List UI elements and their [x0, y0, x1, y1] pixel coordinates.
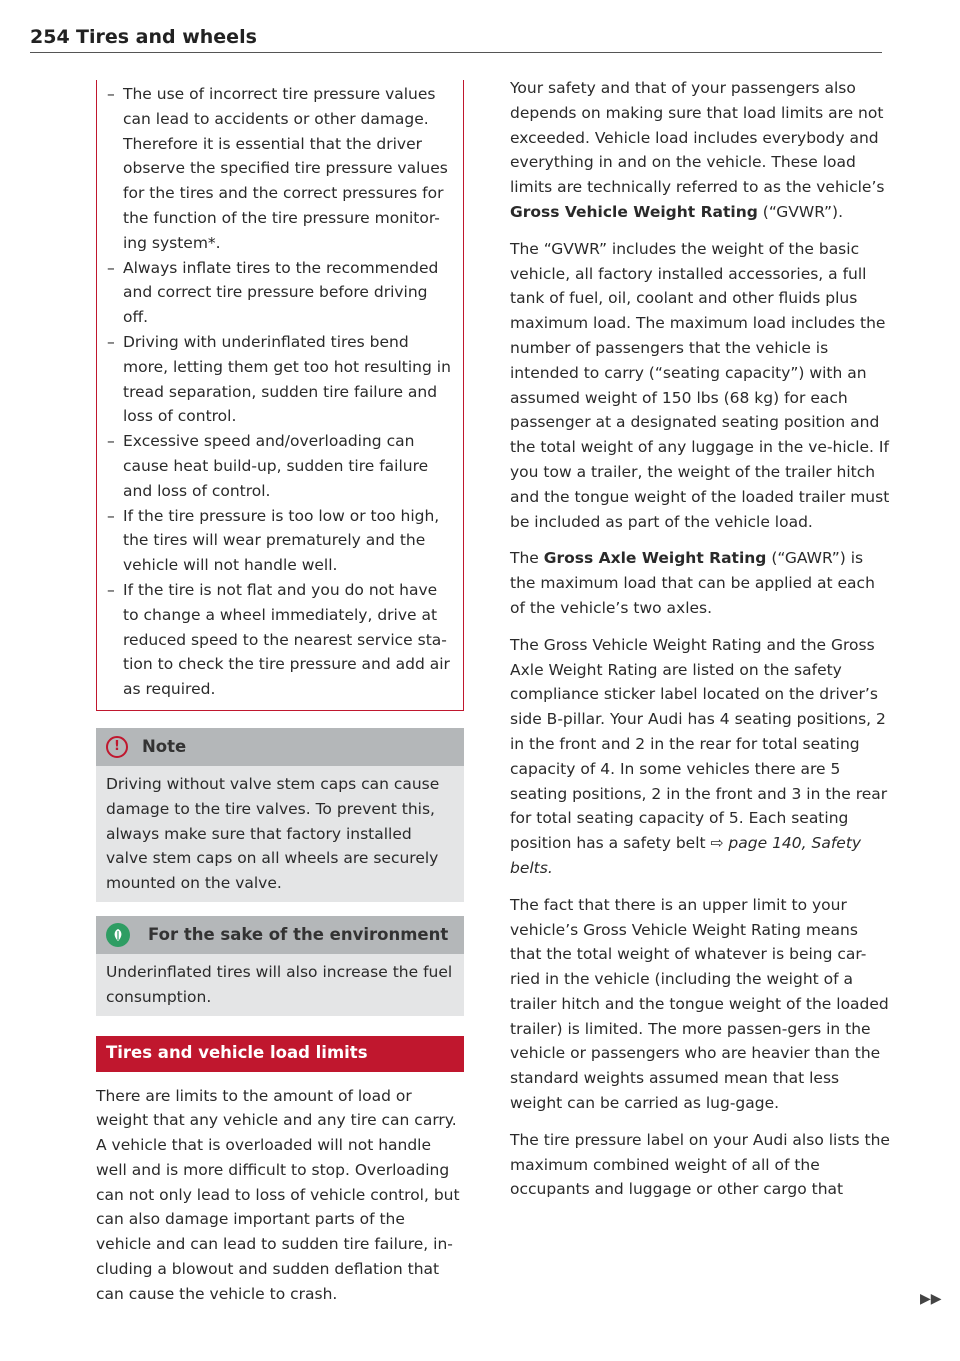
paragraph-gvwr: Your safety and that of your passengers also depends on making sure that load limits are not exceeded. Vehicle load includes everybody and everything in and on the vehicle. These load limits are technically referred to as the vehicle’s Gross Vehicle Weight Rating (“GVWR”). [510, 79, 885, 221]
dash: – [107, 258, 115, 277]
environment-heading [96, 916, 464, 954]
continue-arrow-icon: ▶▶ [920, 1291, 942, 1307]
warning-item: – If the tire pressure is too low or too high, the tires will wear prematurely and the vehicle will not handle well. [107, 504, 453, 578]
page-header [30, 22, 882, 54]
section-title: Tires and wheels [76, 26, 257, 48]
section-heading: Tires and vehicle load limits [96, 1036, 464, 1072]
paragraph-upper-limit: The fact that there is an upper limit to your vehicle’s Gross Vehicle Weight Rating means that the total weight of whatever is being car-ried in the vehicle (including the weight of a trailer hitch and the tongue weight of the loaded trailer) is limited. The more passen-gers in the vehicle or passengers who are heavier than the standard weights assumed mean that less weight can be carried as lug-gage. [510, 895, 889, 1113]
warning-item: – Always inflate tires to the recommended and correct tire pressure before driving off. [107, 256, 453, 330]
dash: – [107, 506, 115, 525]
page-number: 254 [30, 26, 70, 48]
warning-box [96, 80, 464, 711]
warning-item: – If the tire is not flat and you do not have to change a wheel immediately, drive at reduced speed to the nearest service sta-tion to check the tire pressure and add air as required. [107, 578, 453, 702]
page-reference-link[interactable]: ⇨ page 140, Safety belts. [510, 834, 862, 877]
dash: – [107, 580, 115, 599]
paragraph-seating: The Gross Vehicle Weight Rating and the Gross Axle Weight Rating are listed on the safety compliance sticker label located on the driver’s side B-pillar. Your Audi has 4 seating positions, 2 in the front and 2 in the rear for total seating capacity of 4. In some vehicles there are 5 seating positions, 2 in the front and 3 in the rear for total seating capacity of 5. Each seating position has a safety belt ⇨ page 140, Safety belts. [510, 635, 888, 877]
note-body: Driving without valve stem caps can cause damage to the tire valves. To prevent this, always make sure that factory installed valve stem caps on all wheels are securely mounted on the valve. [96, 766, 464, 902]
warning-item: – The use of incorrect tire pressure values can lead to accidents or other damage. Therefore it is essential that the driver observe the specified tire pressure values for the tires and the correct pressures for the function of the tire pressure monitor-ing system*. [107, 82, 453, 256]
warning-item: – Excessive speed and/overloading can cause heat build-up, sudden tire failure and loss of control. [107, 429, 453, 503]
dash: – [107, 332, 115, 351]
note-heading [96, 728, 464, 766]
dash: – [107, 85, 115, 103]
dash: – [107, 432, 115, 451]
note-title: Note [142, 736, 187, 756]
left-column [96, 80, 464, 1319]
paragraph-tire-label: The tire pressure label on your Audi also lists the maximum combined weight of all of the occupants and luggage or other cargo that [510, 1130, 890, 1199]
leaf-icon [106, 923, 130, 947]
section-intro: There are limits to the amount of load or weight that any vehicle and any tire can carry. A vehicle that is overloaded will not handle well and is more difficult to stop. Overloading can not only lead to loss of vehicle control, but can also damage important parts of the vehicle and can lead to sudden tire failure, in-cluding a blowout and sudden deflation that can cause the vehicle to crash. [96, 1086, 460, 1303]
paragraph-gawr: The Gross Axle Weight Rating (“GAWR”) is the maximum load that can be applied at each of the vehicle’s two axles. [510, 549, 875, 617]
paragraph-gvwr-details: The “GVWR” includes the weight of the basic vehicle, all factory installed accessories, a full tank of fuel, oil, coolant and other fluids plus maximum load. The maximum load includes the number of passengers that the vehicle is intended to carry (“seating capacity”) with an assumed weight of 150 lbs (68 kg) for each passenger at a designated seating position and the total weight of any luggage in the ve-hicle. If you tow a trailer, the weight of the trailer hitch and the tongue weight of the loaded trailer must be included as part of the vehicle load. [510, 239, 890, 531]
environment-title: For the sake of the environment [148, 924, 449, 944]
warning-item: – Driving with underinflated tires bend more, letting them get too hot resulting in tread separation, sudden tire failure and loss of control. [107, 330, 453, 429]
environment-body: Underinflated tires will also increase the fuel consumption. [96, 954, 464, 1016]
exclamation-circle-icon: ! [106, 736, 128, 758]
right-column [510, 76, 890, 1214]
header-rule [30, 52, 882, 53]
